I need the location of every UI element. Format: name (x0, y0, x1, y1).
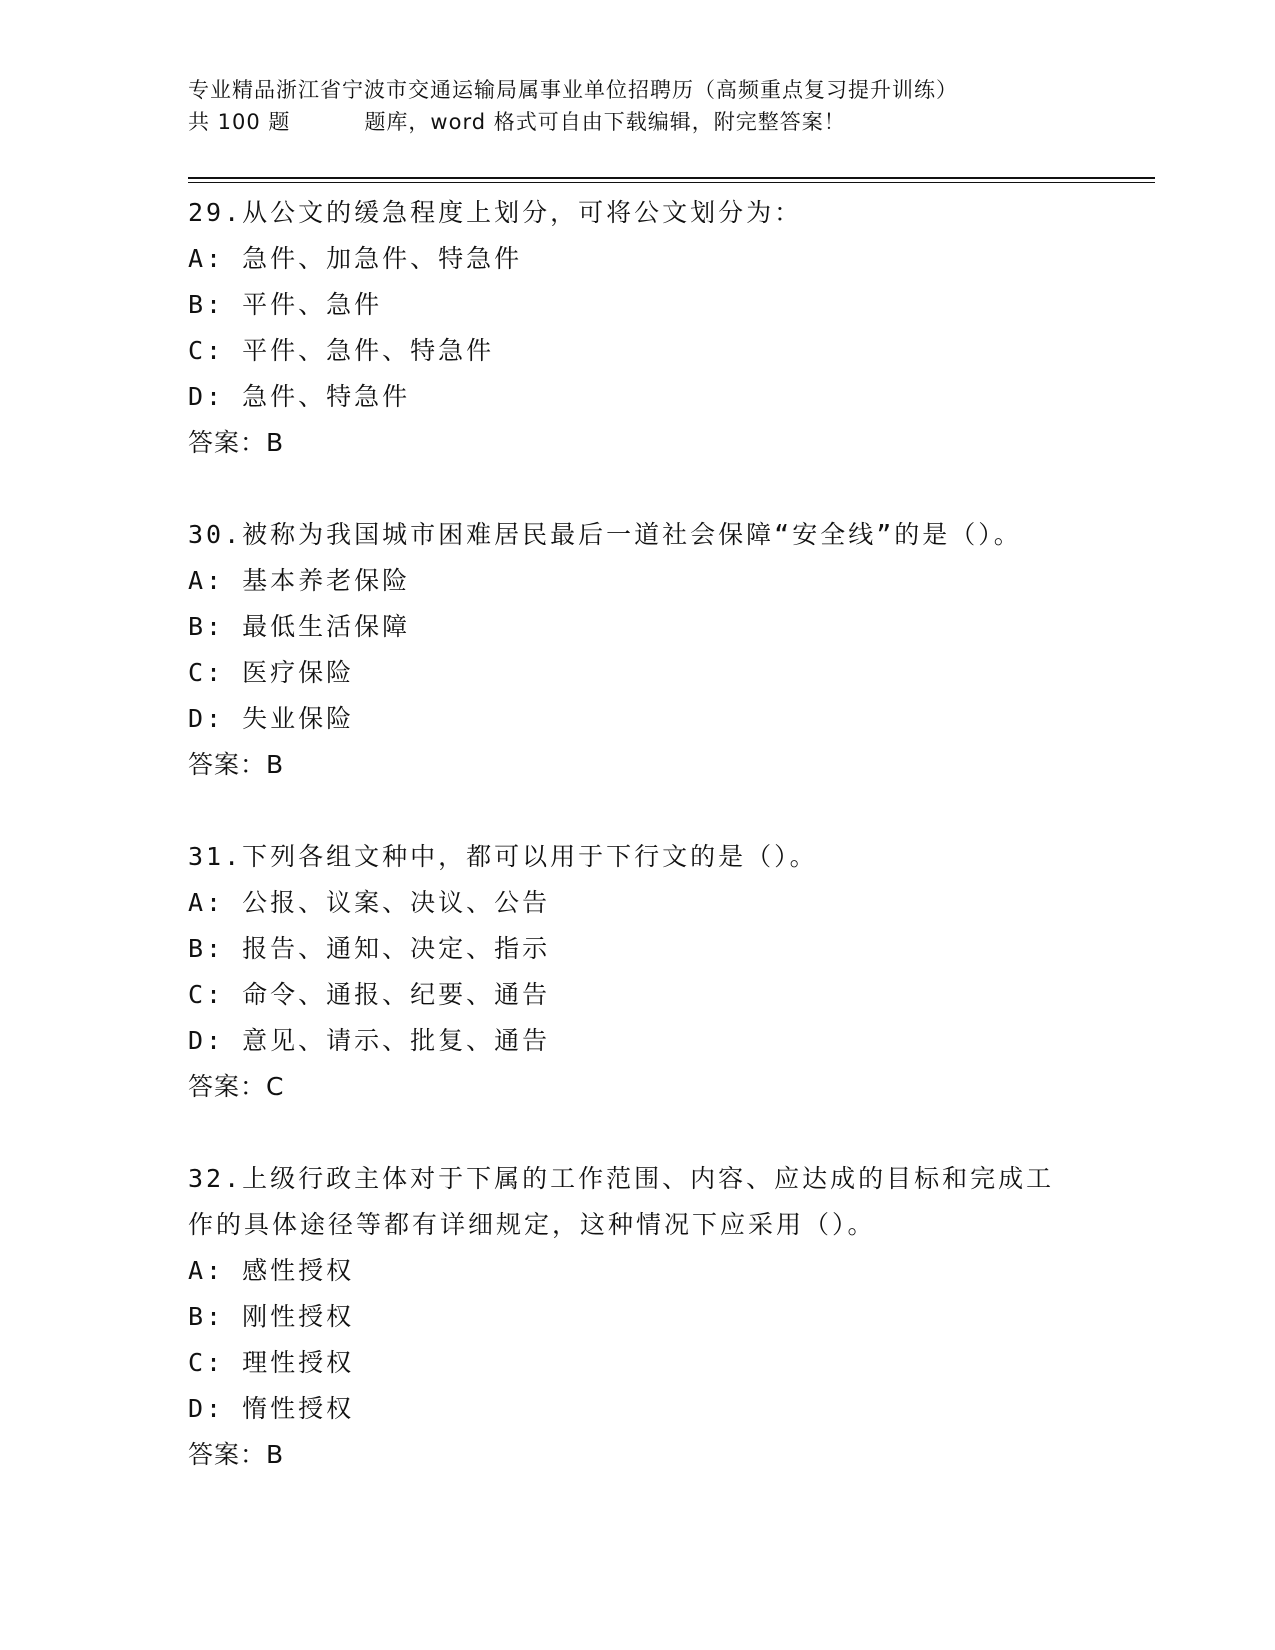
option-text: 平件、急件 (242, 290, 383, 319)
option-text: 失业保险 (242, 704, 355, 733)
option-text: 最低生活保障 (242, 612, 411, 641)
question-stem-line-2: 作的具体途径等都有详细规定，这种情况下应采用（）。 (188, 1210, 876, 1239)
option-letter: A: (188, 1256, 225, 1285)
option-letter: A: (188, 566, 225, 595)
header-divider-thick (188, 177, 1155, 179)
question-stem: 29.从公文的缓急程度上划分，可将公文划分为： (188, 198, 803, 227)
question-stem: 31.下列各组文种中，都可以用于下行文的是（）。 (188, 842, 818, 871)
option-c (188, 972, 1088, 1018)
header-divider-thin (188, 182, 1155, 183)
option-b (188, 926, 1088, 972)
answer-label: 答案：B (188, 750, 285, 779)
header-title: 专业精品浙江省宁波市交通运输局属事业单位招聘历（高频重点复习提升训练） (188, 78, 958, 102)
option-d (188, 374, 1088, 420)
option-text: 报告、通知、决定、指示 (242, 934, 551, 963)
option-letter: D: (188, 704, 225, 733)
option-text: 医疗保险 (242, 658, 355, 687)
option-text: 公报、议案、决议、公告 (242, 888, 551, 917)
option-text: 感性授权 (242, 1256, 355, 1285)
option-text: 惰性授权 (242, 1394, 355, 1423)
option-letter: C: (188, 980, 225, 1009)
option-b (188, 1294, 1088, 1340)
question-30 (188, 512, 1088, 788)
question-list (188, 190, 1088, 1524)
option-letter: C: (188, 658, 225, 687)
question-29 (188, 190, 1088, 466)
option-text: 意见、请示、批复、通告 (242, 1026, 551, 1055)
option-a (188, 1248, 1088, 1294)
option-letter: D: (188, 382, 225, 411)
option-text: 理性授权 (242, 1348, 355, 1377)
option-c (188, 650, 1088, 696)
option-text: 命令、通报、纪要、通告 (242, 980, 551, 1009)
option-a (188, 558, 1088, 604)
option-letter: A: (188, 888, 225, 917)
question-count: 共 100 题 (188, 110, 291, 134)
option-letter: C: (188, 1348, 225, 1377)
option-letter: B: (188, 1302, 225, 1331)
option-letter: B: (188, 612, 225, 641)
answer-label: 答案：B (188, 428, 285, 457)
option-letter: C: (188, 336, 225, 365)
option-letter: B: (188, 290, 225, 319)
header-note: 题库，word 格式可自由下载编辑，附完整答案！ (364, 110, 846, 134)
option-d (188, 1018, 1088, 1064)
document-header (188, 74, 1088, 138)
question-stem: 30.被称为我国城市困难居民最后一道社会保障“安全线”的是（）。 (188, 520, 1022, 549)
question-stem-line-1: 32.上级行政主体对于下属的工作范围、内容、应达成的目标和完成工 (188, 1164, 1055, 1193)
option-text: 刚性授权 (242, 1302, 355, 1331)
question-31 (188, 834, 1088, 1110)
option-b (188, 604, 1088, 650)
option-d (188, 696, 1088, 742)
header-subtitle (188, 106, 1088, 138)
option-b (188, 282, 1088, 328)
option-letter: D: (188, 1394, 225, 1423)
option-c (188, 1340, 1088, 1386)
option-a (188, 236, 1088, 282)
option-c (188, 328, 1088, 374)
answer-label: 答案：C (188, 1072, 285, 1101)
option-a (188, 880, 1088, 926)
answer-label: 答案：B (188, 1440, 285, 1469)
option-letter: B: (188, 934, 225, 963)
option-text: 急件、加急件、特急件 (242, 244, 523, 273)
option-text: 急件、特急件 (242, 382, 411, 411)
option-letter: D: (188, 1026, 225, 1055)
option-d (188, 1386, 1088, 1432)
question-32 (188, 1156, 1088, 1478)
option-letter: A: (188, 244, 225, 273)
option-text: 平件、急件、特急件 (242, 336, 495, 365)
option-text: 基本养老保险 (242, 566, 411, 595)
